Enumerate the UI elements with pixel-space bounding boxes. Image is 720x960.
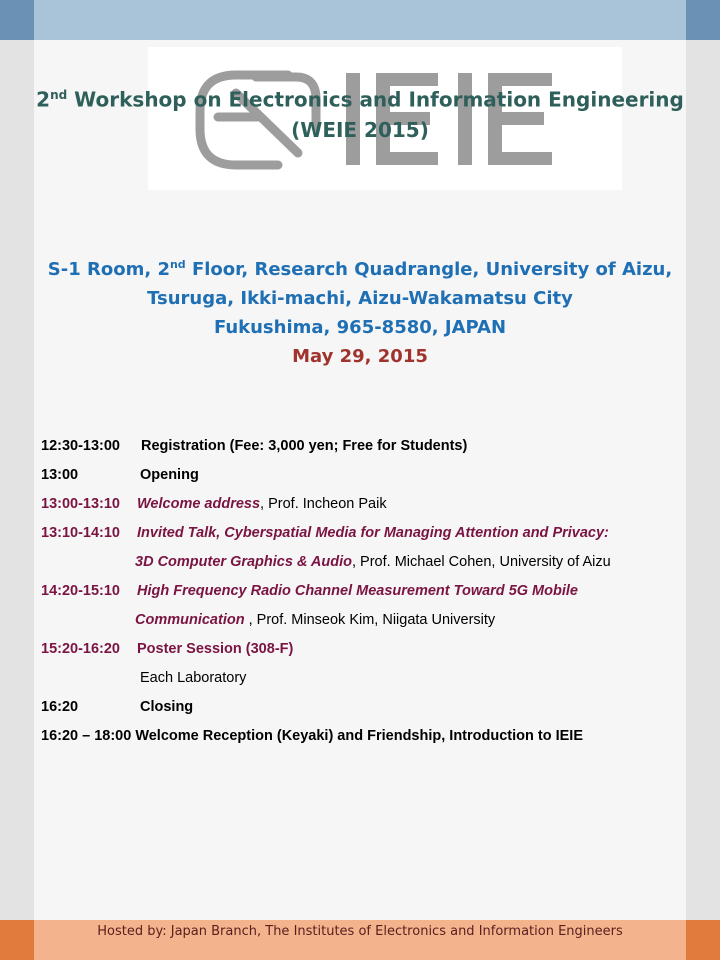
venue-block [34, 250, 686, 371]
venue-line-3: Fukushima, 965-8580, JAPAN [213, 317, 507, 338]
schedule-time: 16:20 [41, 699, 79, 715]
talk-speaker: , Prof. Incheon Paik [260, 496, 387, 512]
schedule-desc: Each Laboratory [140, 670, 247, 686]
talk-title: High Frequency Radio Channel Measurement Toward 5G Mobile [137, 583, 578, 599]
schedule-desc: 16:20 – 18:00 Welcome Reception (Keyaki) and Friendship, Introduction to IEIE [41, 728, 583, 744]
workshop-title [34, 80, 686, 145]
schedule-time: 12:30-13:00 [41, 438, 120, 454]
schedule-time: 15:20-16:20 [41, 641, 120, 657]
top-band-left-cap [0, 0, 34, 40]
title-line-2: (WEIE 2015) [291, 117, 429, 142]
schedule-desc: Registration (Fee: 3,000 yen; Free for Students) [141, 438, 468, 454]
schedule-desc: Poster Session (308-F) [137, 641, 294, 657]
schedule-time: 13:10-14:10 [41, 525, 120, 541]
top-band-right-cap [686, 0, 720, 40]
schedule-time: 13:00-13:10 [41, 496, 120, 512]
venue-line-2: Tsuruga, Ikki-machi, Aizu-Wakamatsu City [147, 288, 573, 309]
hosted-by: Hosted by: Japan Branch, The Institutes of Electronics and Information Engineers [97, 924, 623, 939]
talk-speaker: , Prof. Minseok Kim, Niigata University [244, 612, 496, 628]
right-side-bar [686, 40, 720, 920]
talk-title: 3D Computer Graphics & Audio [135, 554, 352, 570]
schedule-time: 13:00 [41, 467, 79, 483]
schedule-desc [137, 496, 387, 512]
talk-title: Communication [135, 612, 245, 628]
schedule-desc: Opening [140, 467, 199, 483]
event-date: May 29, 2015 [292, 346, 428, 367]
title-line-1: 2nd Workshop on Electronics and Information Engineering [36, 87, 684, 112]
top-band [0, 0, 720, 40]
talk-title: Welcome address [137, 496, 261, 512]
schedule-time: 14:20-15:10 [41, 583, 120, 599]
talk-title: Invited Talk, Cyberspatial Media for Managing Attention and Privacy: [137, 525, 609, 541]
venue-line-1: S-1 Room, 2nd Floor, Research Quadrangle, University of Aizu, [47, 258, 673, 280]
talk-speaker: , Prof. Michael Cohen, University of Aizu [351, 554, 611, 570]
schedule-desc [135, 554, 611, 570]
left-side-bar [0, 40, 34, 920]
schedule-desc [135, 612, 495, 628]
schedule-desc: Closing [140, 699, 194, 715]
